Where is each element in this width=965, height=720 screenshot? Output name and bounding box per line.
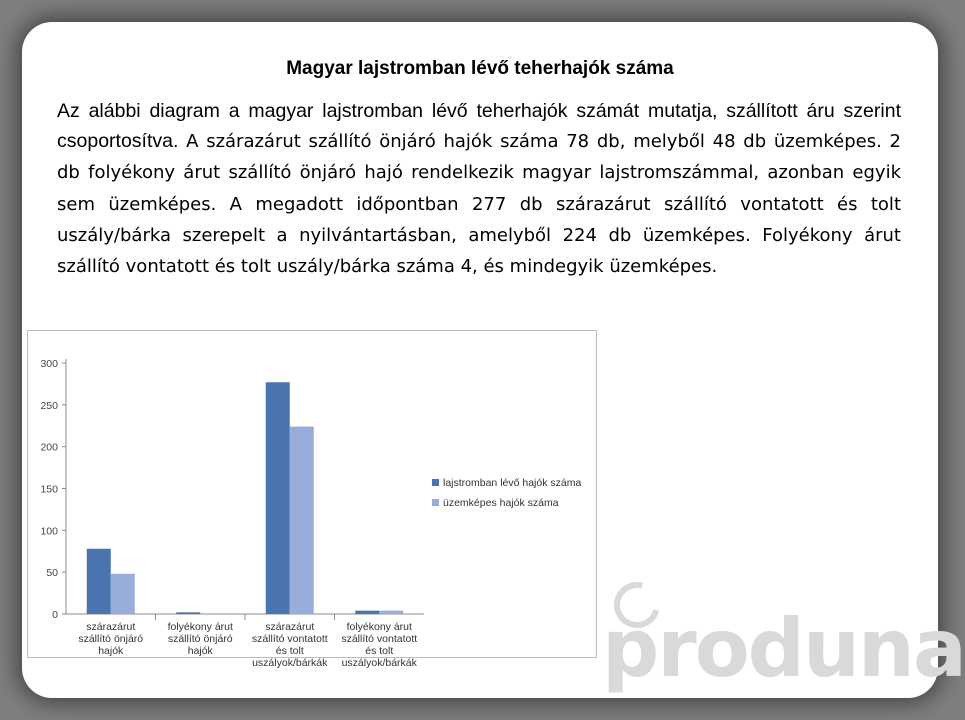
bar	[290, 427, 314, 614]
bar	[379, 611, 403, 614]
x-tick-label-line: uszályok/bárkák	[252, 657, 328, 669]
description-intro: Az alábbi diagram a magyar lajstromban lévő teherhajók számát mutatja, szállított áru szerint csoportosítva.	[57, 100, 901, 153]
bar	[87, 549, 111, 614]
x-tick-label	[78, 621, 143, 657]
description-details: A szárazárut szállító önjáró hajók száma 78 db, melyből 48 db üzemképes. 2 db folyékony árut szállító önjáró hajó rendelkezik magyar lajstromszámmal, azonban egyik sem üzemképes. A megadott időpontban 277 db szárazárut szállító vontatott és tolt uszály/bárka szerepelt a nyilvántartásban, amelyből 224 db üzemképes. Folyékony árut szállító vontatott és tolt uszály/bárka száma 4, és mindegyik üzemképes.	[57, 131, 901, 278]
legend-swatch	[432, 479, 439, 486]
x-tick-label-line: uszályok/bárkák	[341, 657, 417, 669]
chart-container	[27, 330, 597, 669]
y-tick-label: 0	[52, 609, 58, 621]
x-tick-label-line: szállító vontatott	[251, 633, 328, 645]
x-tick-label-line: hajók	[98, 645, 124, 657]
x-tick-label	[168, 621, 233, 657]
x-tick-label-line: szállító önjáró	[167, 633, 233, 645]
x-tick-label-line: szárazárut	[86, 621, 136, 633]
legend-label: üzemképes hajók száma	[443, 497, 559, 509]
x-tick-label-line: folyékony árut	[346, 621, 412, 633]
x-tick-label-line: folyékony árut	[167, 621, 233, 633]
x-tick-label-line: szállító önjáró	[78, 633, 144, 645]
description-paragraph	[57, 96, 901, 282]
y-tick-label: 100	[40, 525, 58, 538]
watermark-logo: produna	[602, 602, 965, 695]
x-tick-label-line: és tolt	[365, 645, 394, 657]
x-tick-label-line: szállító vontatott	[341, 633, 418, 645]
bar	[266, 382, 290, 614]
x-tick-label-line: szárazárut	[265, 621, 315, 633]
bar	[355, 611, 379, 614]
legend-swatch	[432, 499, 439, 506]
x-tick-label	[341, 621, 417, 669]
y-tick-label: 300	[40, 358, 58, 370]
bar-chart	[28, 331, 596, 669]
y-tick-label: 250	[40, 399, 58, 412]
page-title: Magyar lajstromban lévő teherhajók száma	[286, 58, 674, 79]
y-tick-label: 150	[40, 483, 58, 496]
y-tick-label: 200	[40, 441, 58, 454]
bar	[111, 574, 135, 614]
legend-label: lajstromban lévő hajók száma	[443, 477, 582, 489]
slide	[22, 22, 965, 698]
y-tick-label: 50	[46, 567, 58, 580]
x-tick-label-line: hajók	[187, 645, 213, 657]
bar	[176, 612, 200, 614]
x-tick-label-line: és tolt	[275, 645, 304, 657]
x-tick-label	[252, 621, 328, 669]
